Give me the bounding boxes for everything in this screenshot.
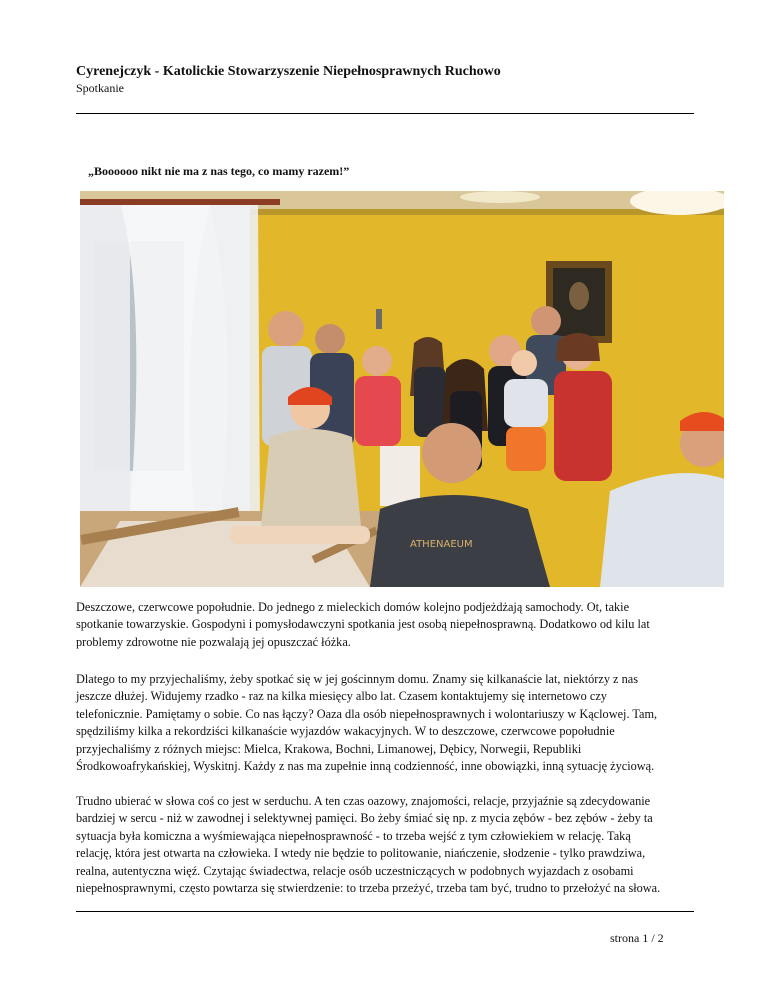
paragraph-line: spędziliśmy kilka a rekordziści kilkanaście wyjazdów wakacyjnych. W to deszczowe, czerwcowe popołudnie — [76, 724, 615, 739]
page-number: strona 1 / 2 — [610, 931, 664, 945]
paragraph-line: bardziej w sercu - niż w zawodnej i selektywnej pamięci. Bo żeby śmiać się np. z mycia zębów - bez zębów - żeby ta — [76, 811, 653, 826]
paragraph-line: jeszcze dłużej. Widujemy rzadko - raz na kilka miesięcy albo lat. Czasem kontaktujemy się internetowo czy — [76, 689, 607, 704]
paragraph-line: Deszczowe, czerwcowe popołudnie. Do jednego z mieleckich domów kolejno podjeżdżają samochody. Ot, takie — [76, 600, 630, 614]
paragraph-line: spotkanie towarzyskie. Gospodyni i pomysłodawczyni spotkania jest osobą niepełnosprawną. Dodatkowo od kilu lat — [76, 617, 650, 632]
paragraph-line: relację, która jest otwarta na człowieka. I wtedy nie będzie to politowanie, niańczenie, słodzenie - tylko prawdziwa, — [76, 846, 646, 861]
group-photo — [80, 191, 724, 587]
document-title: Cyrenejczyk - Katolickie Stowarzyszenie Niepełnosprawnych Ruchowo — [76, 64, 501, 79]
article-quote: „Boooooo nikt nie ma z nas tego, co mamy razem!” — [88, 164, 350, 178]
paragraph-line: sytuacja była komiczna a wyśmiewająca niepełnosprawność - to trzeba wejść z tym człowiekiem w relację. Taką — [76, 828, 631, 843]
footer-divider — [76, 911, 694, 912]
paragraph-2 — [76, 671, 700, 775]
paragraph-1 — [76, 599, 700, 651]
paragraph-line: realna, autentyczna więź. Czytając świadectwa, relacje osób uczestniczących w podobnych wyjazdach z osobami — [76, 863, 634, 878]
document-subtitle: Spotkanie — [76, 81, 124, 95]
paragraph-line: Trudno ubierać w słowa coś co jest w serduchu. A ten czas oazowy, znajomości, relacje, przyjaźnie są zdecydowanie — [76, 794, 651, 808]
paragraph-line: problemy zdrowotne nie pozwalają jej opuszczać łóżka. — [76, 634, 351, 649]
group-photo-icon — [80, 191, 724, 587]
paragraph-3 — [76, 793, 700, 897]
paragraph-line: Dlatego to my przyjechaliśmy, żeby spotkać się w jej gościnnym domu. Znamy się kilkanaście lat, niektórzy z nas — [76, 672, 638, 686]
paragraph-line: przyjechaliśmy z różnych miejsc: Mielca, Krakowa, Bochni, Limanowej, Dębicy, Norwegii, Republiki — [76, 741, 582, 756]
paragraph-line: Środkowoafrykańskiej, Wyskitnj. Każdy z nas ma zupełnie inną codzienność, inne obowiązki, inną sytuację życiową. — [76, 759, 655, 774]
header-divider — [76, 113, 694, 114]
paragraph-line: niepełnosprawnymi, często powtarza się stwierdzenie: to trzeba przeżyć, trzeba tam być, trudno to przełożyć na słowa. — [76, 881, 661, 896]
paragraph-line: telefonicznie. Pamiętamy o sobie. Co nas łączy? Oaza dla osób niepełnosprawnych i wolontariuszy w Kąclowej. Tam, — [76, 706, 658, 721]
shirt-print: ATHENAEUM — [410, 539, 473, 550]
